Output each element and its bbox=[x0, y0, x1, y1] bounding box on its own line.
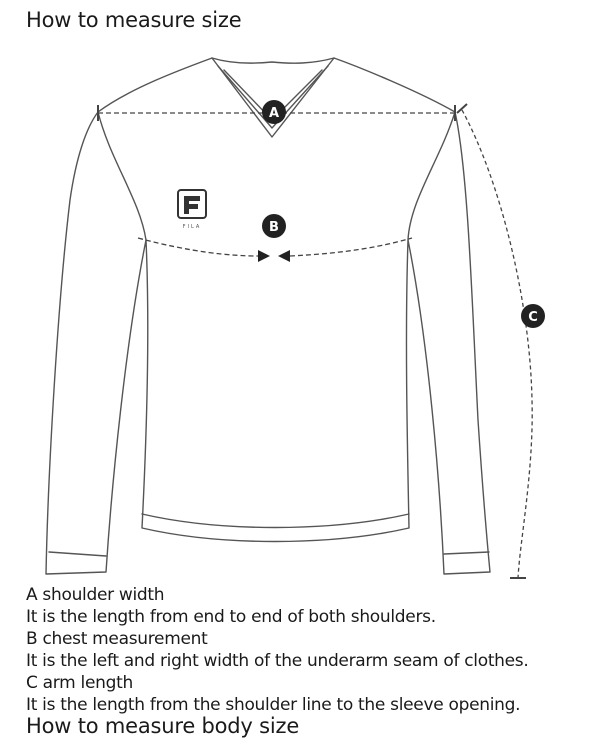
description-b-text: It is the left and right width of the underarm seam of clothes. bbox=[26, 651, 529, 671]
arm-measure-line bbox=[457, 104, 532, 578]
description-b-heading: B chest measurement bbox=[26, 629, 208, 649]
description-a-text: It is the length from end to end of both shoulders. bbox=[26, 607, 436, 627]
chest-arrow-left bbox=[258, 250, 270, 262]
chest-arrow-right bbox=[278, 250, 290, 262]
page-title: How to measure size bbox=[26, 8, 242, 32]
description-c-text: It is the length from the shoulder line to the sleeve opening. bbox=[26, 695, 521, 715]
description-c-heading: C arm length bbox=[26, 673, 133, 693]
fila-logo bbox=[178, 190, 206, 230]
collar bbox=[212, 58, 334, 63]
measurement-descriptions bbox=[26, 584, 606, 716]
body-size-title: How to measure body size bbox=[26, 714, 300, 738]
description-a-heading: A shoulder width bbox=[26, 585, 165, 605]
marker-a-label: A bbox=[268, 106, 280, 121]
chest-measure-line bbox=[138, 238, 412, 256]
marker-c-label: C bbox=[528, 310, 538, 325]
brand-wordmark: FILA bbox=[182, 224, 202, 230]
shirt-outline bbox=[46, 58, 490, 574]
marker-b-label: B bbox=[269, 220, 279, 235]
